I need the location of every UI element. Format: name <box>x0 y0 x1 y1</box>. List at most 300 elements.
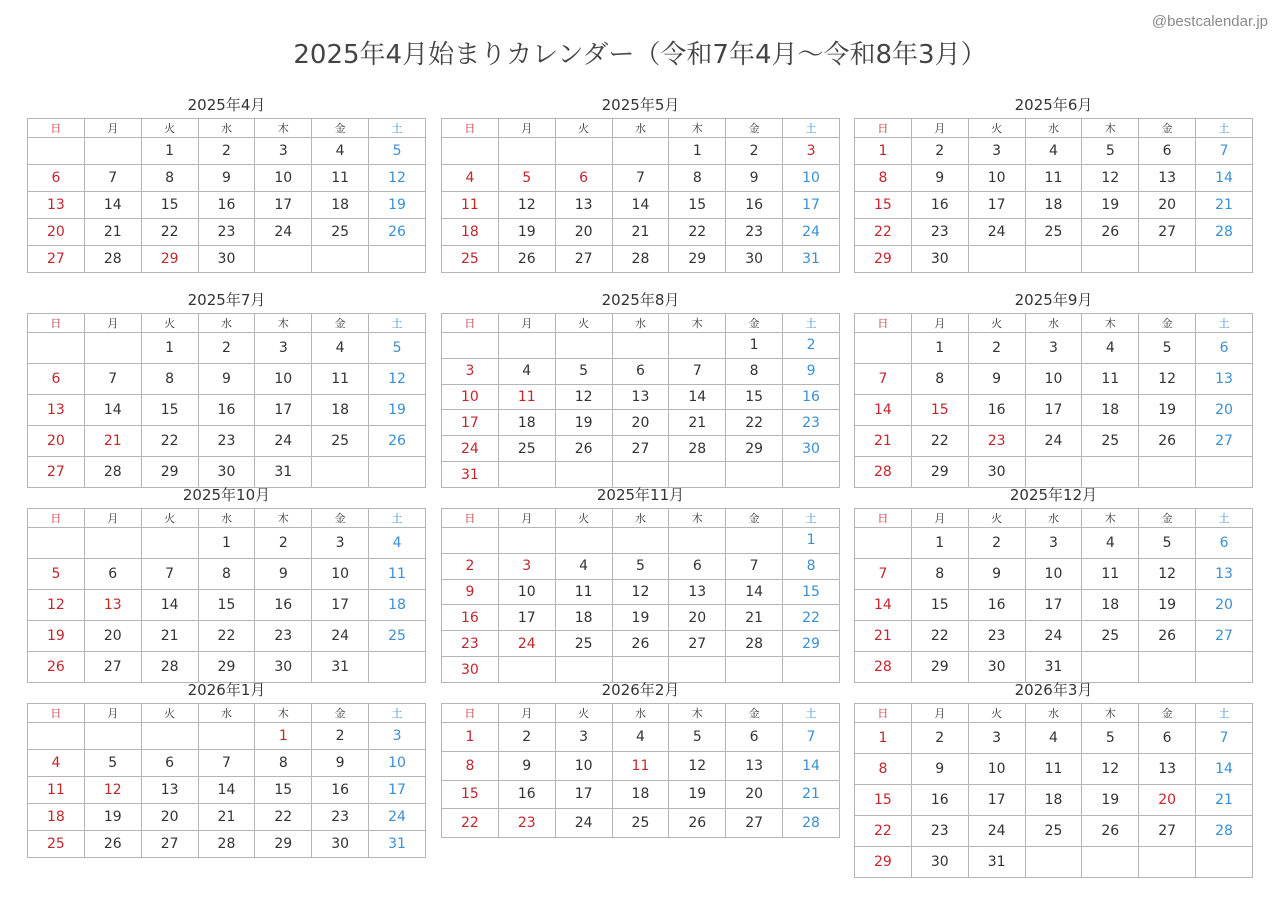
weekday-header: 土 <box>369 119 426 138</box>
empty-cell <box>498 528 555 554</box>
day-cell: 5 <box>612 553 669 579</box>
day-cell: 1 <box>783 528 840 554</box>
day-cell: 15 <box>783 579 840 605</box>
weekday-header: 木 <box>255 704 312 723</box>
weekday-header: 月 <box>911 509 968 528</box>
day-cell: 29 <box>141 246 198 273</box>
day-cell: 13 <box>28 192 85 219</box>
weekday-header: 月 <box>84 119 141 138</box>
day-cell: 8 <box>911 364 968 395</box>
day-cell: 7 <box>84 165 141 192</box>
day-cell: 28 <box>84 246 141 273</box>
day-cell: 13 <box>141 777 198 804</box>
weekday-header: 火 <box>968 704 1025 723</box>
day-cell: 22 <box>442 809 499 838</box>
day-cell: 31 <box>369 831 426 858</box>
day-cell: 29 <box>911 457 968 488</box>
day-cell: 31 <box>255 457 312 488</box>
day-cell: 27 <box>1196 621 1253 652</box>
month-calendar <box>854 92 1253 273</box>
day-cell: 23 <box>911 219 968 246</box>
weekday-header: 金 <box>1139 119 1196 138</box>
day-cell: 25 <box>369 621 426 652</box>
day-cell: 29 <box>783 631 840 657</box>
empty-cell <box>442 138 499 165</box>
day-cell: 30 <box>968 652 1025 683</box>
day-cell: 11 <box>1082 559 1139 590</box>
day-cell: 10 <box>1025 559 1082 590</box>
day-cell: 16 <box>498 780 555 809</box>
day-cell: 19 <box>1139 590 1196 621</box>
day-cell: 21 <box>84 426 141 457</box>
day-cell: 6 <box>555 165 612 192</box>
day-cell: 4 <box>1082 333 1139 364</box>
month-calendar <box>27 677 426 858</box>
day-cell: 2 <box>498 723 555 752</box>
weekday-header: 金 <box>726 704 783 723</box>
empty-cell <box>255 246 312 273</box>
day-cell: 15 <box>855 192 912 219</box>
day-cell: 26 <box>369 219 426 246</box>
day-cell: 1 <box>669 138 726 165</box>
day-cell: 3 <box>369 723 426 750</box>
day-cell: 13 <box>28 395 85 426</box>
day-cell: 7 <box>1196 138 1253 165</box>
weekday-header: 土 <box>369 314 426 333</box>
day-cell: 29 <box>855 847 912 878</box>
day-cell: 27 <box>84 652 141 683</box>
day-cell: 12 <box>369 364 426 395</box>
day-cell: 15 <box>855 785 912 816</box>
empty-cell <box>28 333 85 364</box>
day-cell: 30 <box>968 457 1025 488</box>
empty-cell <box>141 723 198 750</box>
empty-cell <box>612 528 669 554</box>
day-cell: 25 <box>498 436 555 462</box>
day-cell: 7 <box>84 364 141 395</box>
day-cell: 23 <box>968 426 1025 457</box>
day-cell: 15 <box>255 777 312 804</box>
day-cell: 1 <box>855 138 912 165</box>
day-cell: 21 <box>1196 192 1253 219</box>
day-cell: 1 <box>141 138 198 165</box>
weekday-header: 木 <box>669 509 726 528</box>
day-cell: 21 <box>669 410 726 436</box>
weekday-header: 月 <box>498 314 555 333</box>
day-cell: 8 <box>255 750 312 777</box>
day-cell: 17 <box>555 780 612 809</box>
day-cell: 5 <box>84 750 141 777</box>
day-cell: 30 <box>198 457 255 488</box>
day-cell: 10 <box>783 165 840 192</box>
day-cell: 1 <box>911 528 968 559</box>
day-cell: 19 <box>498 219 555 246</box>
day-cell: 24 <box>255 426 312 457</box>
day-cell: 18 <box>555 605 612 631</box>
day-cell: 26 <box>28 652 85 683</box>
day-cell: 25 <box>1082 621 1139 652</box>
day-cell: 25 <box>612 809 669 838</box>
weekday-header: 月 <box>498 119 555 138</box>
day-cell: 7 <box>783 723 840 752</box>
day-cell: 20 <box>555 219 612 246</box>
day-cell: 26 <box>498 246 555 273</box>
day-cell: 23 <box>968 621 1025 652</box>
day-cell: 24 <box>369 804 426 831</box>
day-cell: 12 <box>1082 754 1139 785</box>
day-cell: 22 <box>141 426 198 457</box>
day-cell: 1 <box>255 723 312 750</box>
day-cell: 2 <box>783 333 840 359</box>
empty-cell <box>28 138 85 165</box>
day-cell: 23 <box>198 426 255 457</box>
day-cell: 20 <box>1139 192 1196 219</box>
day-cell: 21 <box>141 621 198 652</box>
empty-cell <box>84 528 141 559</box>
day-cell: 13 <box>1139 754 1196 785</box>
day-cell: 24 <box>442 436 499 462</box>
weekday-header: 土 <box>1196 119 1253 138</box>
day-cell: 25 <box>312 426 369 457</box>
weekday-header: 火 <box>968 509 1025 528</box>
weekday-header: 土 <box>369 509 426 528</box>
day-cell: 9 <box>442 579 499 605</box>
day-cell: 29 <box>669 246 726 273</box>
day-cell: 6 <box>84 559 141 590</box>
day-cell: 19 <box>612 605 669 631</box>
day-cell: 15 <box>911 395 968 426</box>
day-cell: 22 <box>855 816 912 847</box>
day-cell: 5 <box>1082 138 1139 165</box>
day-cell: 30 <box>726 246 783 273</box>
empty-cell <box>84 333 141 364</box>
day-cell: 9 <box>968 364 1025 395</box>
empty-cell <box>442 528 499 554</box>
day-cell: 14 <box>669 384 726 410</box>
weekday-header: 日 <box>855 509 912 528</box>
day-cell: 27 <box>1196 426 1253 457</box>
day-cell: 4 <box>555 553 612 579</box>
day-cell: 4 <box>369 528 426 559</box>
day-cell: 28 <box>783 809 840 838</box>
month-title: 2025年4月 <box>187 96 266 114</box>
day-cell: 27 <box>28 457 85 488</box>
day-cell: 18 <box>369 590 426 621</box>
day-cell: 15 <box>669 192 726 219</box>
day-cell: 25 <box>28 831 85 858</box>
day-cell: 16 <box>783 384 840 410</box>
weekday-header: 金 <box>726 509 783 528</box>
month-title: 2025年6月 <box>1014 96 1093 114</box>
day-cell: 31 <box>968 847 1025 878</box>
day-cell: 29 <box>141 457 198 488</box>
weekday-header: 月 <box>84 704 141 723</box>
day-cell: 14 <box>198 777 255 804</box>
day-cell: 11 <box>369 559 426 590</box>
month-table <box>854 703 1253 878</box>
empty-cell <box>312 246 369 273</box>
day-cell: 6 <box>612 358 669 384</box>
month-table <box>441 313 840 488</box>
day-cell: 31 <box>442 462 499 488</box>
weekday-header: 水 <box>612 119 669 138</box>
day-cell: 15 <box>141 395 198 426</box>
site-watermark: @bestcalendar.jp <box>1151 13 1268 30</box>
day-cell: 30 <box>198 246 255 273</box>
weekday-header: 水 <box>198 509 255 528</box>
day-cell: 2 <box>911 723 968 754</box>
month-calendar <box>441 287 840 488</box>
weekday-header: 土 <box>1196 704 1253 723</box>
weekday-header: 日 <box>442 509 499 528</box>
day-cell: 17 <box>312 590 369 621</box>
day-cell: 27 <box>1139 219 1196 246</box>
day-cell: 5 <box>498 165 555 192</box>
weekday-header: 火 <box>968 314 1025 333</box>
day-cell: 9 <box>783 358 840 384</box>
day-cell: 9 <box>198 165 255 192</box>
day-cell: 4 <box>498 358 555 384</box>
day-cell: 16 <box>198 192 255 219</box>
day-cell: 10 <box>255 165 312 192</box>
day-cell: 10 <box>312 559 369 590</box>
weekday-header: 金 <box>312 119 369 138</box>
day-cell: 3 <box>312 528 369 559</box>
day-cell: 20 <box>141 804 198 831</box>
month-table <box>27 118 426 273</box>
day-cell: 27 <box>141 831 198 858</box>
day-cell: 24 <box>1025 621 1082 652</box>
day-cell: 22 <box>911 426 968 457</box>
day-cell: 3 <box>968 723 1025 754</box>
day-cell: 8 <box>669 165 726 192</box>
day-cell: 30 <box>911 847 968 878</box>
weekday-header: 木 <box>1082 119 1139 138</box>
day-cell: 22 <box>726 410 783 436</box>
day-cell: 17 <box>255 192 312 219</box>
day-cell: 2 <box>198 333 255 364</box>
empty-cell <box>555 138 612 165</box>
empty-cell <box>855 528 912 559</box>
day-cell: 10 <box>968 754 1025 785</box>
day-cell: 17 <box>498 605 555 631</box>
day-cell: 10 <box>968 165 1025 192</box>
day-cell: 26 <box>555 436 612 462</box>
month-table <box>441 508 840 683</box>
day-cell: 7 <box>198 750 255 777</box>
day-cell: 2 <box>442 553 499 579</box>
day-cell: 26 <box>84 831 141 858</box>
day-cell: 11 <box>312 364 369 395</box>
day-cell: 8 <box>855 754 912 785</box>
empty-cell <box>28 528 85 559</box>
weekday-header: 金 <box>312 314 369 333</box>
day-cell: 16 <box>968 590 1025 621</box>
day-cell: 2 <box>312 723 369 750</box>
day-cell: 11 <box>1025 165 1082 192</box>
day-cell: 5 <box>369 138 426 165</box>
day-cell: 18 <box>28 804 85 831</box>
day-cell: 17 <box>1025 395 1082 426</box>
day-cell: 13 <box>1196 559 1253 590</box>
day-cell: 14 <box>84 395 141 426</box>
month-table <box>854 313 1253 488</box>
weekday-header: 月 <box>911 314 968 333</box>
weekday-header: 日 <box>855 704 912 723</box>
empty-cell <box>498 138 555 165</box>
day-cell: 4 <box>312 333 369 364</box>
weekday-header: 木 <box>1082 704 1139 723</box>
day-cell: 20 <box>28 219 85 246</box>
day-cell: 6 <box>669 553 726 579</box>
month-title: 2025年9月 <box>1014 291 1093 309</box>
month-table <box>854 118 1253 273</box>
day-cell: 8 <box>783 553 840 579</box>
day-cell: 11 <box>312 165 369 192</box>
empty-cell <box>369 246 426 273</box>
empty-cell <box>1082 246 1139 273</box>
day-cell: 16 <box>312 777 369 804</box>
day-cell: 9 <box>312 750 369 777</box>
day-cell: 12 <box>555 384 612 410</box>
day-cell: 2 <box>911 138 968 165</box>
day-cell: 24 <box>555 809 612 838</box>
day-cell: 3 <box>255 333 312 364</box>
day-cell: 20 <box>84 621 141 652</box>
day-cell: 14 <box>84 192 141 219</box>
empty-cell <box>1196 847 1253 878</box>
weekday-header: 火 <box>968 119 1025 138</box>
weekday-header: 水 <box>198 704 255 723</box>
day-cell: 17 <box>968 192 1025 219</box>
day-cell: 14 <box>141 590 198 621</box>
day-cell: 14 <box>855 590 912 621</box>
day-cell: 31 <box>783 246 840 273</box>
weekday-header: 水 <box>1025 704 1082 723</box>
day-cell: 7 <box>726 553 783 579</box>
day-cell: 25 <box>442 246 499 273</box>
day-cell: 12 <box>369 165 426 192</box>
day-cell: 19 <box>1082 192 1139 219</box>
day-cell: 7 <box>1196 723 1253 754</box>
day-cell: 20 <box>28 426 85 457</box>
day-cell: 19 <box>669 780 726 809</box>
day-cell: 12 <box>28 590 85 621</box>
month-title: 2025年8月 <box>601 291 680 309</box>
weekday-header: 木 <box>669 314 726 333</box>
day-cell: 30 <box>442 657 499 683</box>
day-cell: 28 <box>669 436 726 462</box>
day-cell: 28 <box>198 831 255 858</box>
day-cell: 16 <box>198 395 255 426</box>
weekday-header: 火 <box>141 704 198 723</box>
day-cell: 21 <box>1196 785 1253 816</box>
day-cell: 26 <box>669 809 726 838</box>
day-cell: 3 <box>498 553 555 579</box>
day-cell: 3 <box>1025 528 1082 559</box>
month-table <box>441 118 840 273</box>
month-calendar <box>441 92 840 273</box>
day-cell: 6 <box>28 165 85 192</box>
day-cell: 18 <box>312 192 369 219</box>
day-cell: 31 <box>1025 652 1082 683</box>
weekday-header: 木 <box>1082 509 1139 528</box>
day-cell: 18 <box>1025 785 1082 816</box>
day-cell: 23 <box>255 621 312 652</box>
weekday-header: 水 <box>612 314 669 333</box>
day-cell: 14 <box>612 192 669 219</box>
day-cell: 14 <box>855 395 912 426</box>
day-cell: 24 <box>255 219 312 246</box>
day-cell: 3 <box>968 138 1025 165</box>
day-cell: 7 <box>855 364 912 395</box>
day-cell: 17 <box>1025 590 1082 621</box>
empty-cell <box>1139 246 1196 273</box>
weekday-header: 日 <box>28 314 85 333</box>
day-cell: 4 <box>1082 528 1139 559</box>
weekday-header: 金 <box>312 704 369 723</box>
month-title: 2026年2月 <box>601 681 680 699</box>
day-cell: 12 <box>669 751 726 780</box>
day-cell: 10 <box>555 751 612 780</box>
day-cell: 13 <box>669 579 726 605</box>
day-cell: 9 <box>911 165 968 192</box>
day-cell: 14 <box>783 751 840 780</box>
day-cell: 24 <box>1025 426 1082 457</box>
day-cell: 17 <box>442 410 499 436</box>
day-cell: 28 <box>612 246 669 273</box>
day-cell: 17 <box>369 777 426 804</box>
empty-cell <box>141 528 198 559</box>
day-cell: 20 <box>1196 590 1253 621</box>
day-cell: 29 <box>198 652 255 683</box>
day-cell: 4 <box>612 723 669 752</box>
day-cell: 20 <box>726 780 783 809</box>
day-cell: 21 <box>855 426 912 457</box>
day-cell: 25 <box>1025 816 1082 847</box>
day-cell: 28 <box>726 631 783 657</box>
weekday-header: 土 <box>783 314 840 333</box>
day-cell: 9 <box>726 165 783 192</box>
month-table <box>27 703 426 858</box>
day-cell: 22 <box>783 605 840 631</box>
empty-cell <box>726 528 783 554</box>
day-cell: 19 <box>555 410 612 436</box>
day-cell: 21 <box>726 605 783 631</box>
month-title: 2025年10月 <box>182 486 271 504</box>
empty-cell <box>669 528 726 554</box>
weekday-header: 火 <box>555 119 612 138</box>
weekday-header: 土 <box>783 119 840 138</box>
day-cell: 25 <box>1025 219 1082 246</box>
day-cell: 6 <box>28 364 85 395</box>
day-cell: 28 <box>1196 219 1253 246</box>
day-cell: 26 <box>1082 816 1139 847</box>
day-cell: 12 <box>612 579 669 605</box>
day-cell: 10 <box>442 384 499 410</box>
month-calendar <box>27 287 426 488</box>
day-cell: 15 <box>442 780 499 809</box>
day-cell: 21 <box>198 804 255 831</box>
day-cell: 11 <box>442 192 499 219</box>
day-cell: 7 <box>855 559 912 590</box>
weekday-header: 土 <box>369 704 426 723</box>
day-cell: 30 <box>911 246 968 273</box>
day-cell: 23 <box>198 219 255 246</box>
day-cell: 29 <box>255 831 312 858</box>
day-cell: 13 <box>726 751 783 780</box>
day-cell: 17 <box>783 192 840 219</box>
